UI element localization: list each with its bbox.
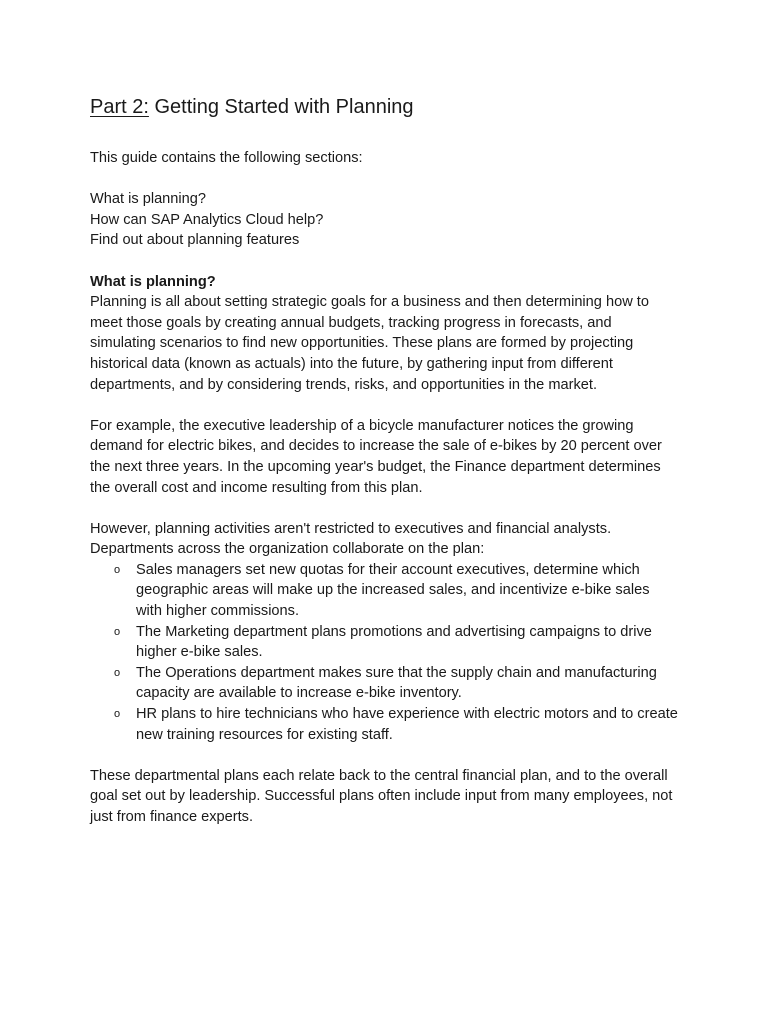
section-list-item: How can SAP Analytics Cloud help? xyxy=(90,211,324,228)
spacer xyxy=(90,745,678,766)
spacer xyxy=(90,251,678,272)
bullet-text: HR plans to hire technicians who have experience with electric motors and to create new training resources for existing staff. xyxy=(136,706,678,743)
section-heading: What is planning? xyxy=(90,273,216,290)
bullet-text: The Marketing department plans promotions and advertising campaigns to drive higher e-bike sales. xyxy=(136,623,652,661)
page-title xyxy=(90,94,678,120)
section-list-item: Find out about planning features xyxy=(90,232,300,249)
bullet-icon: o xyxy=(114,666,121,679)
section-list-item: What is planning? xyxy=(90,191,207,208)
paragraph: For example, the executive leadership of a bicycle manufacturer notices the growing demand for electric bikes, and decides to increase the sale of e-bikes by 20 percent over the next three years. In the upcoming year's budget, the Finance department determines the overall cost and income resulting from this plan. xyxy=(90,417,662,496)
section-list xyxy=(90,189,678,251)
bullet-icon: o xyxy=(114,708,121,721)
spacer xyxy=(90,169,678,190)
bullet-item xyxy=(114,663,678,704)
spacer xyxy=(90,395,678,416)
bullet-item xyxy=(114,622,678,663)
spacer xyxy=(90,498,678,519)
bullet-icon: o xyxy=(114,625,121,638)
bullet-icon: o xyxy=(114,563,121,576)
bullet-text: The Operations department makes sure that the supply chain and manufacturing capacity are available to increase e-bike inventory. xyxy=(136,664,657,702)
paragraph: These departmental plans each relate back to the central financial plan, and to the overall goal set out by leadership. Successful plans often include input from many employees, not just from finance experts. xyxy=(90,767,673,825)
page-title-part: Part 2: xyxy=(90,96,149,118)
bullet-list xyxy=(90,560,678,745)
bullet-text: Sales managers set new quotas for their account executives, determine which geographic areas will make up the increased sales, and incentivize e-bike sales with higher commissions. xyxy=(136,561,650,620)
intro-text: This guide contains the following sections: xyxy=(90,150,363,166)
page-title-text: Getting Started with Planning xyxy=(148,96,414,118)
paragraph: Planning is all about setting strategic goals for a business and then determining how to meet those goals by creating annual budgets, tracking progress in forecasts, and simulating scenarios to find new opportunities. These plans are formed by projecting historical data (known as actuals) into the future, by gathering input from different departments, and by considering trends, risks, and opportunities in the market. xyxy=(90,294,649,393)
bullet-item xyxy=(114,560,678,622)
bullet-item xyxy=(114,704,678,745)
paragraph: However, planning activities aren't restricted to executives and financial analysts. Departments across the organization collaborate on the plan: xyxy=(90,520,612,558)
